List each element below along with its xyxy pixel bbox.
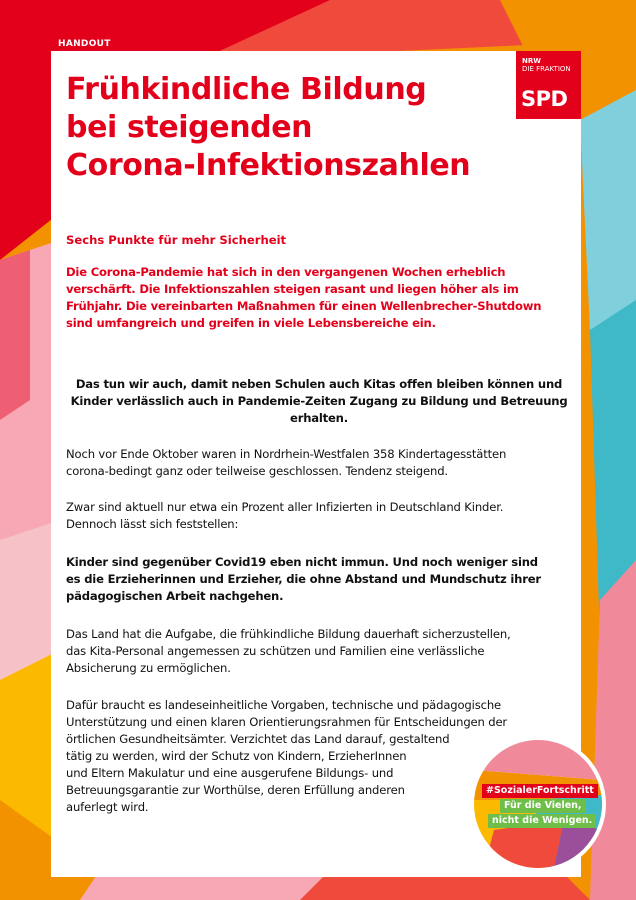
- badge-hashtag: #SozialerFortschritt: [482, 784, 598, 798]
- text-line: Noch vor Ende Oktober waren in Nordrhein-Westfalen 358 Kindertagesstätten: [66, 447, 507, 461]
- page-title: [66, 71, 470, 185]
- logo-mark: SPD: [521, 87, 568, 111]
- text-line: auferlegt wird.: [66, 800, 149, 814]
- text-line: Betreuungsgarantie zur Worthülse, deren Erfüllung anderen: [66, 783, 405, 797]
- logo-fraction: DIE FRAKTION: [522, 65, 571, 73]
- text-line: Frühjahr. Die vereinbarten Maßnahmen für einen Wellenbrecher-Shutdown: [66, 299, 542, 313]
- text-line: corona-bedingt ganz oder teilweise geschlossen. Tendenz steigend.: [66, 464, 448, 478]
- title-line: Corona-Infektionszahlen: [66, 148, 471, 183]
- text-line: pädagogischen Arbeit nachgehen.: [66, 589, 284, 603]
- spd-logo: [516, 51, 581, 119]
- intro-paragraph: [66, 264, 542, 332]
- text-line: und Eltern Makulatur und eine ausgerufene Bildungs- und: [66, 766, 394, 780]
- text-line: sind umfangreich und greifen in viele Lebensbereiche ein.: [66, 316, 436, 330]
- subtitle: Sechs Punkte für mehr Sicherheit: [66, 233, 287, 247]
- handout-label: HANDOUT: [58, 39, 111, 49]
- title-line: bei steigenden: [66, 110, 313, 145]
- text-line: Das Land hat die Aufgabe, die frühkindliche Bildung dauerhaft sicherzustellen,: [66, 627, 511, 641]
- badge-line-2: nicht die Wenigen.: [488, 814, 596, 828]
- paragraph-closures: [66, 446, 506, 480]
- paragraph-infections: [66, 499, 503, 533]
- text-line: Kinder sind gegenüber Covid19 eben nicht immun. Und noch weniger sind: [66, 555, 538, 569]
- text-line: Die Corona-Pandemie hat sich in den vergangenen Wochen erheblich: [66, 265, 506, 279]
- paragraph-emphasis: [66, 554, 541, 605]
- text-line: Unterstützung und einen klaren Orientierungsrahmen für Entscheidungen der: [66, 715, 508, 729]
- text-line: das Kita-Personal angemessen zu schützen und Familien eine verlässliche: [66, 644, 485, 658]
- text-line: es die Erzieherinnen und Erzieher, die ohne Abstand und Mundschutz ihrer: [66, 572, 541, 586]
- text-line: erhalten.: [290, 411, 348, 425]
- title-line: Frühkindliche Bildung: [66, 72, 427, 107]
- text-line: Dennoch lässt sich feststellen:: [66, 517, 239, 531]
- text-line: tätig zu werden, wird der Schutz von Kindern, ErzieherInnen: [66, 749, 407, 763]
- text-line: örtlichen Gesundheitsämter. Verzichtet das Land darauf, gestaltend: [66, 732, 450, 746]
- badge-line-1: Für die Vielen,: [500, 799, 586, 813]
- logo-region: NRW: [522, 57, 541, 65]
- campaign-badge: [470, 736, 606, 872]
- text-line: verschärft. Die Infektionszahlen steigen rasant und liegen höher als im: [66, 282, 519, 296]
- text-line: Das tun wir auch, damit neben Schulen auch Kitas offen bleiben können und: [75, 377, 563, 391]
- paragraph-state-task: [66, 626, 511, 677]
- text-line: Dafür braucht es landeseinheitliche Vorgaben, technische und pädagogische: [66, 698, 502, 712]
- centered-statement: [60, 376, 578, 427]
- text-line: Absicherung zu ermöglichen.: [66, 661, 231, 675]
- text-line: Kinder verlässlich auch in Pandemie-Zeiten Zugang zu Bildung und Betreuung: [70, 394, 568, 408]
- paragraph-requirements: [66, 697, 507, 816]
- text-line: Zwar sind aktuell nur etwa ein Prozent aller Infizierten in Deutschland Kinder.: [66, 500, 504, 514]
